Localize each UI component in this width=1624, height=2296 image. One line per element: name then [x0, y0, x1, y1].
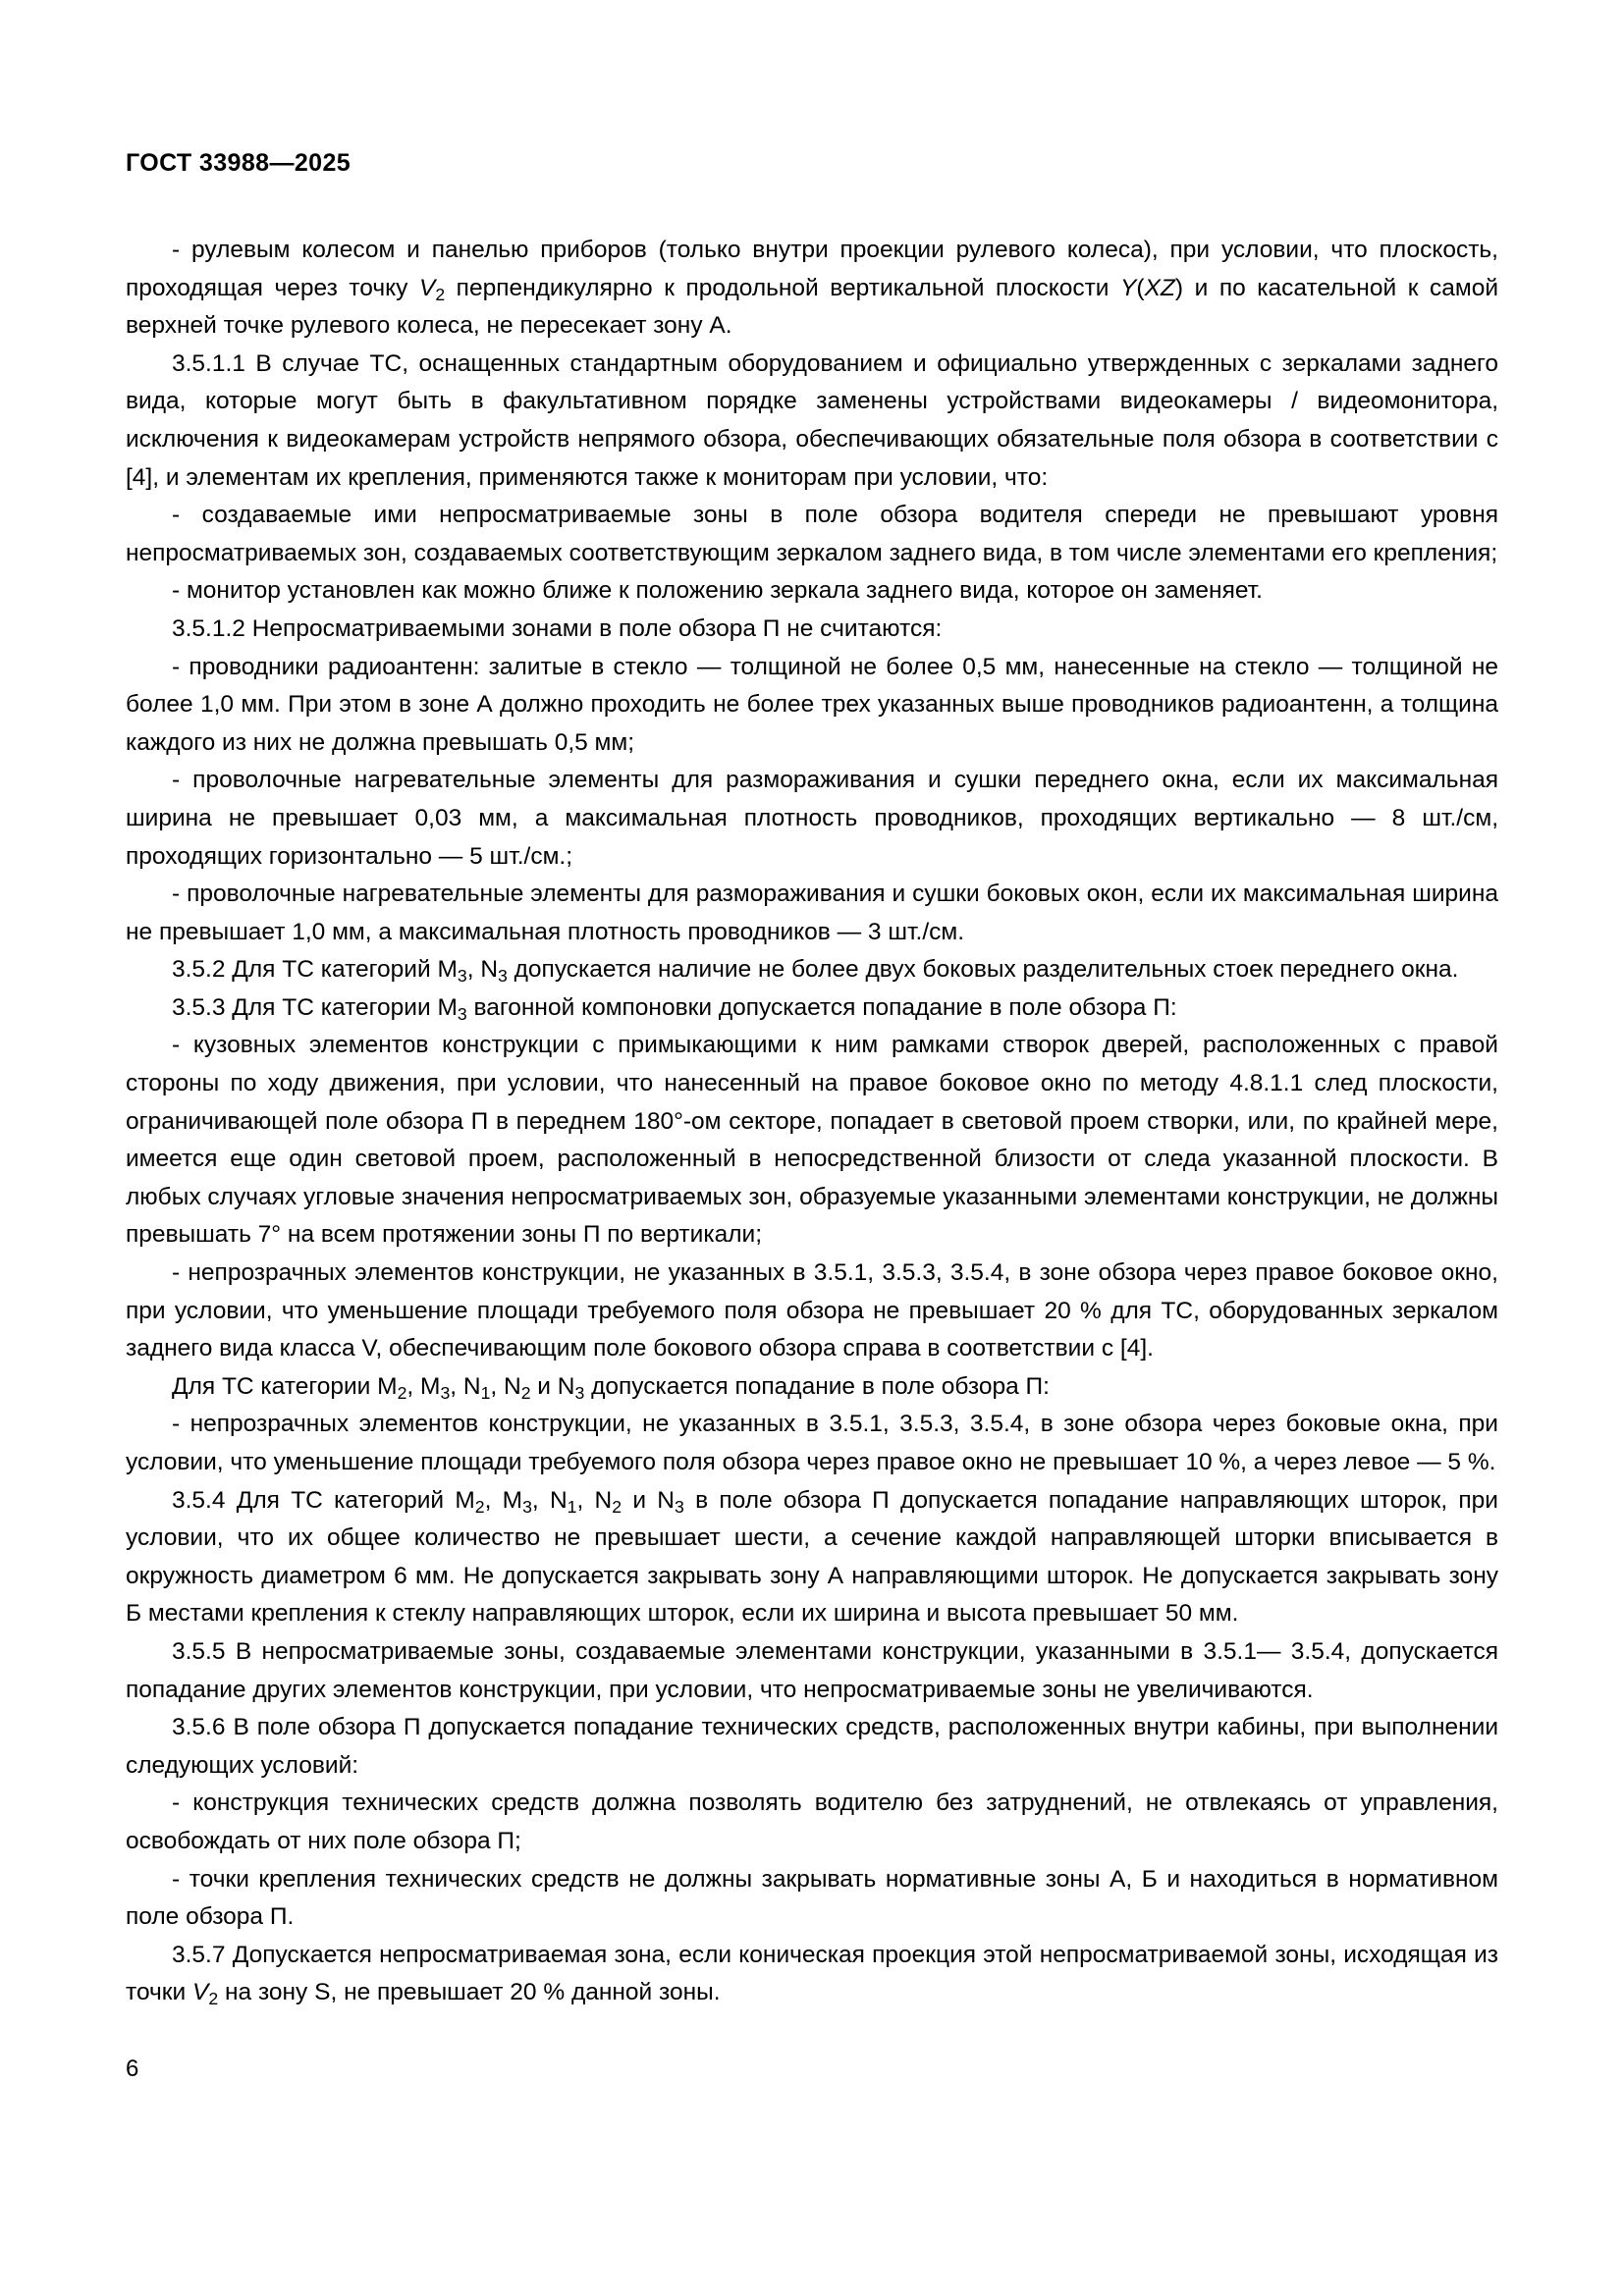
paragraph-bullet-body-elements: - кузовных элементов конструкции с примыкающими к ним рамками створок дверей, расположенных с правой стороны по ходу движения, при условии, что нанесенный на правое боковое окно по методу 4.8.1.1 след плоскости, ограничивающей поле обзора П в переднем 180°-ом секторе, попадает в световой проем створки, или, по крайней мере, имеется еще один световой проем, расположенный в непосредственной близости от следа указанной плоскости. В любых случаях угловые значения непросматриваемых зон, образуемые указанными элементами конструкции, не должны превышать 7° на всем протяжении зоны П по вертикали; [126, 1032, 1498, 1249]
paragraph-bullet-antenna-conductors: - проводники радиоантенн: залитые в стекло — толщиной не более 0,5 мм, нанесенные на стекло — толщиной не более 1,0 мм. При этом в зоне А должно проходить не более трех указанных выше проводников радиоантенн, а толщина каждого из них не должна превышать 0,5 мм; [126, 653, 1498, 756]
paragraph-3-5-3: 3.5.3 Для ТС категории $M_3$ вагонной компоновки допускается попадание в поле обзора П: [172, 993, 1177, 1024]
paragraph-bullet-steering-wheel: - рулевым колесом и панелью приборов (только внутри проекции рулевого колеса), при условии, что плоскость, проходящая через точку $V_2$ перпендикулярно к продольной вертикальной плоскости Y(XZ) и по касательной к самой верхней точке рулевого колеса, не пересекает зону А. [126, 237, 1499, 340]
paragraph-bullet-opaque-elements-side: - непрозрачных элементов конструкции, не указанных в 3.5.1, 3.5.3, 3.5.4, в зоне обзора через боковые окна, при условии, что уменьшение площади требуемого поля обзора через правое окно не превышает 10 %, а через левое — 5 %. [126, 1411, 1498, 1475]
paragraph-3-5-2: 3.5.2 Для ТС категорий $M_3$, $N_3$ допускается наличие не более двух боковых разделительных стоек переднего окна. [172, 956, 1459, 987]
paragraph-bullet-front-window-heaters: - проволочные нагревательные элементы для размораживания и сушки переднего окна, если их максимальная ширина не превышает 0,03 мм, а максимальная плотность проводников, проходящих вертикально — 8 шт./см, проходящих горизонтально — 5 шт./см.; [126, 767, 1498, 870]
paragraph-3-5-6: 3.5.6 В поле обзора П допускается попадание технических средств, расположенных внутри кабины, при выполнении следующих условий: [126, 1714, 1498, 1779]
paragraph-3-5-5: 3.5.5 В непросматриваемые зоны, создаваемые элементами конструкции, указанными в 3.5.1— 3.5.4, допускается попадание других элементов конструкции, при условии, что непросматриваемые зоны не увеличиваются. [126, 1637, 1498, 1703]
paragraph-3-5-7: 3.5.7 Допускается непросматриваемая зона, если коническая проекция этой непросматриваемой зоны, исходящая из точки $V_2$ на зону S, не превышает 20 % данной зоны. [126, 1941, 1498, 2009]
document-body [126, 232, 1498, 2012]
paragraph-bullet-monitor-position: - монитор установлен как можно ближе к положению зеркала заднего вида, которое он заменяет. [172, 577, 1263, 605]
paragraph-bullet-mount-points: - точки крепления технических средств не должны закрывать нормативные зоны А, Б и находиться в нормативном поле обзора П. [126, 1865, 1498, 1931]
paragraph-3-5-4: 3.5.4 Для ТС категорий $M_2$, $M_3$, $N_1$, $N_2$ и $N_3$ в поле обзора П допускается попадание направляющих шторок, при условии, что их общее количество не превышает шести, а сечение каждой направляющей шторки вписывается в окружность диаметром 6 мм. Не допускается закрывать зону А направляющими шторок. Не допускается закрывать зону Б местами крепления к стеклу направляющих шторок, если их ширина и высота превышает 50 мм. [126, 1486, 1498, 1628]
paragraph-3-5-1-2: 3.5.1.2 Непросматриваемыми зонами в поле обзора П не считаются: [172, 614, 943, 642]
paragraph-bullet-side-window-heaters: - проволочные нагревательные элементы для размораживания и сушки боковых окон, если их максимальная ширина не превышает 1,0 мм, а максимальная плотность проводников — 3 шт./см. [126, 881, 1498, 945]
paragraph-categories-list: Для ТС категории $M_2$, $M_3$, $N_1$, $N_2$ и $N_3$ допускается попадание в поле обзора П: [172, 1372, 1050, 1403]
page-header: ГОСТ 33988—2025 [126, 149, 352, 177]
paragraph-bullet-opaque-elements-right: - непрозрачных элементов конструкции, не указанных в 3.5.1, 3.5.3, 3.5.4, в зоне обзора через правое боковое окно, при условии, что уменьшение площади требуемого поля обзора не превышает 20 % для ТС, оборудованных зеркалом заднего вида класса V, обеспечивающим поле бокового обзора справа в соответствии с [4]. [126, 1259, 1498, 1362]
page-number: 6 [126, 2056, 139, 2082]
paragraph-bullet-blind-zones: - создаваемые ими непросматриваемые зоны в поле обзора водителя спереди не превышают уровня непросматриваемых зон, создаваемых соответствующим зеркалом заднего вида, в том числе элементами его крепления; [126, 502, 1498, 566]
paragraph-3-5-1-1: 3.5.1.1 В случае ТС, оснащенных стандартным оборудованием и официально утвержденных с зеркалами заднего вида, которые могут быть в факультативном порядке заменены устройствами видеокамеры / видеомонитора, исключения к видеокамерам устройств непрямого обзора, обеспечивающих обязательные поля обзора в соответствии с [4], и элементам их крепления, применяются также к мониторам при условии, что: [126, 349, 1498, 491]
paragraph-bullet-tech-means-design: - конструкция технических средств должна позволять водителю без затруднений, не отвлекаясь от управления, освобождать от них поле обзора П; [126, 1789, 1498, 1854]
